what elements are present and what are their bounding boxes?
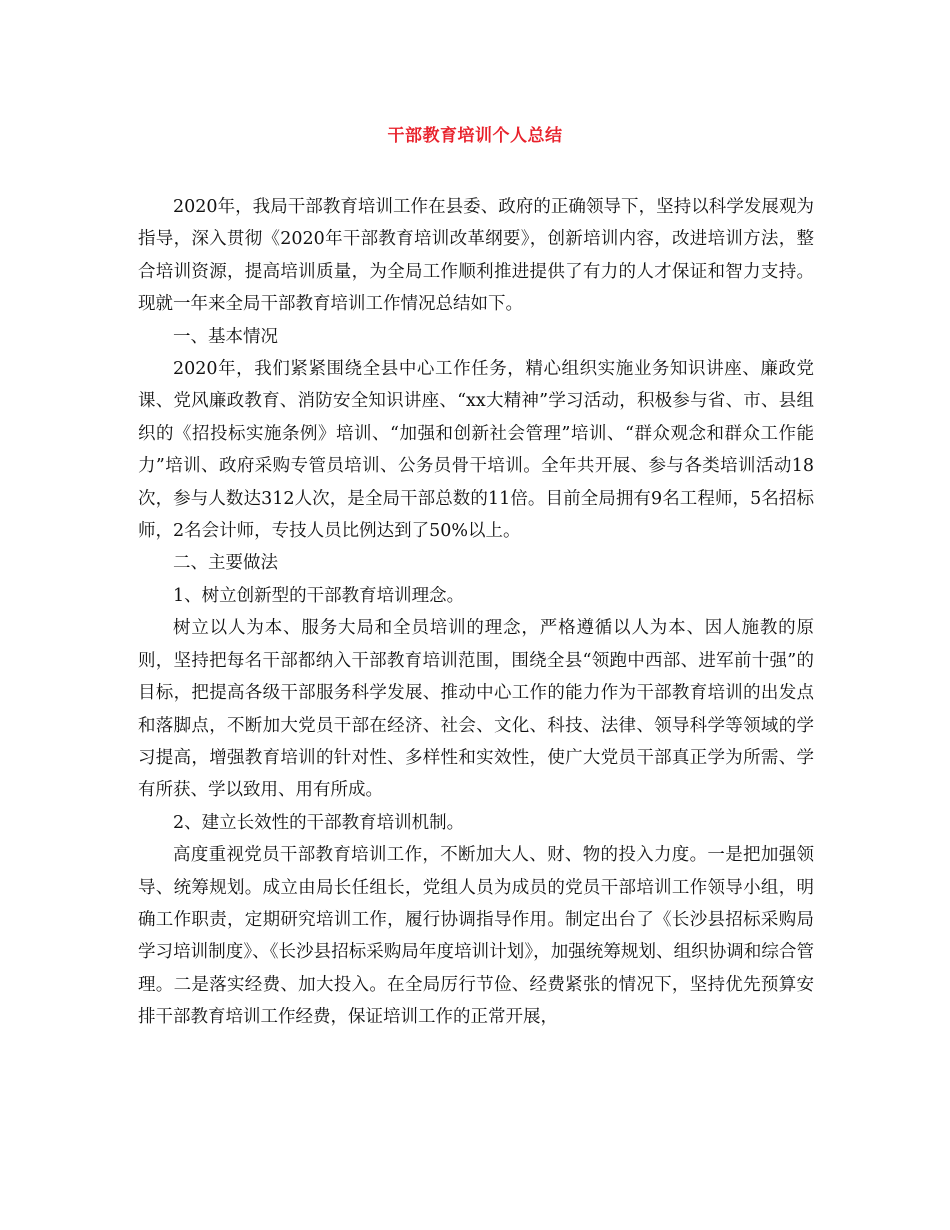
document-title: 干部教育培训个人总结 [387, 126, 563, 146]
training-concept-paragraph: 树立以人为本、服务大局和全员培训的理念，严格遵循以人为本、因人施教的原则，坚持把每名干部都纳入干部教育培训范围，围绕全县“领跑中西部、进军前十强”的目标，把提高各级干部服务科学发展、推动中心工作的能力作为干部教育培训的出发点和落脚点，不断加大党员干部在经济、社会、文化、科技、法律、领导科学等领域的学习提高，增强教育培训的针对性、多样性和实效性，使广大党员干部真正学为所需、学有所获、学以致用、用有所成。 [138, 618, 814, 801]
subheading-training-concept: 1、树立创新型的干部教育培训理念。 [173, 585, 465, 606]
section-heading-main-practices: 二、主要做法 [173, 553, 278, 574]
subheading-training-mechanism: 2、建立长效性的干部教育培训机制。 [173, 812, 465, 833]
intro-paragraph: 2020年，我局干部教育培训工作在县委、政府的正确领导下，坚持以科学发展观为指导，深入贯彻《2020年干部教育培训改革纲要》，创新培训内容，改进培训方法，整合培训资源，提高培训质量，为全局工作顺利推进提供了有力的人才保证和智力支持。现就一年来全局干部教育培训工作情况总结如下。 [138, 197, 814, 315]
basic-situation-paragraph: 2020年，我们紧紧围绕全县中心工作任务，精心组织实施业务知识讲座、廉政党课、党风廉政教育、消防安全知识讲座、“xx大精神”学习活动，积极参与省、市、县组织的《招投标实施条例》培训、“加强和创新社会管理”培训、“群众观念和群众工作能力”培训、政府采购专管员培训、公务员骨干培训。全年共开展、参与各类培训活动18次，参与人数达312人次，是全局干部总数的11倍。目前全局拥有9名工程师，5名招标师，2名会计师，专技人员比例达到了50%以上。 [138, 359, 814, 542]
training-mechanism-paragraph: 高度重视党员干部教育培训工作，不断加大人、财、物的投入力度。一是把加强领导、统筹规划。成立由局长任组长，党组人员为成员的党员干部培训工作领导小组，明确工作职责，定期研究培训工作，履行协调指导作用。制定出台了《长沙县招标采购局学习培训制度》、《长沙县招标采购局年度培训计划》，加强统筹规划、组织协调和综合管理。二是落实经费、加大投入。在全局厉行节俭、经费紧张的情况下，坚持优先预算安排干部教育培训工作经费，保证培训工作的正常开展， [138, 845, 814, 1028]
section-heading-basic-situation: 一、基本情况 [173, 326, 278, 347]
document-body [138, 191, 814, 1034]
